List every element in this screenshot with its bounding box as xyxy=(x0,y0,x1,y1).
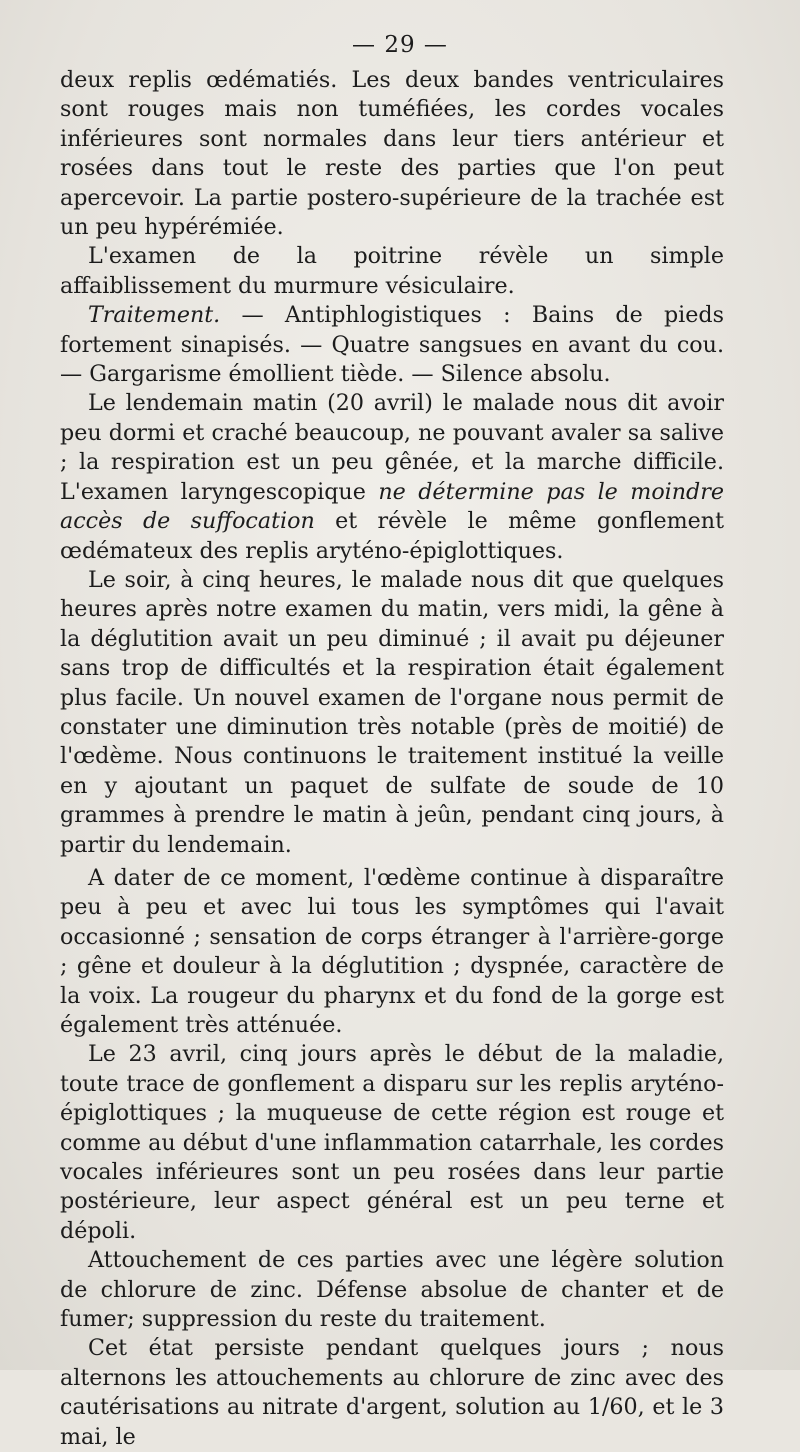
paragraph-9: Cet état persiste pendant quelques jours ; nous alternons les attouchements au chlorure de zinc avec des cautérisations au nitrate d'argent, solution au 1/60, et le 3 mai, le xyxy=(60,1335,724,1450)
paragraph-4 xyxy=(60,389,724,565)
paragraph-1: deux replis œdématiés. Les deux bandes ventriculaires sont rouges mais non tuméfiées, les cordes vocales inférieures sont normales dans leur tiers antérieur et rosées dans tout le reste des parties que l'on peut apercevoir. La partie postero-supérieure de la trachée est un peu hypérémiée. xyxy=(60,67,724,241)
paragraph-4-italic: ne détermine pas le moindre accès de suffocation xyxy=(60,478,724,535)
paragraph-7: Le 23 avril, cinq jours après le début de la maladie, toute trace de gonflement a disparu sur les replis aryténo-épiglottiques ; la muqueuse de cette région est rouge et comme au début d'une inflammation catarrhale, les cordes vocales inférieures sont un peu rosées dans leur partie postérieure, leur aspect général est un peu terne et dépoli. xyxy=(60,1041,724,1244)
paragraph-6: A dater de ce moment, l'œdème continue à disparaître peu à peu et avec lui tous les symptômes qui l'avait occasionné ; sensation de corps étranger à l'arrière-gorge ; gêne et douleur à la déglutition ; dyspnée, caractère de la voix. La rougeur du pharynx et du fond de la gorge est également très atténuée. xyxy=(60,864,724,1038)
paragraph-4-text-a: Le lendemain matin (20 avril) le malade nous dit avoir peu dormi et craché beaucoup, ne pouvant avaler sa salive ; la respiration est un peu gênée, et la marche difficile. L'examen laryngescopique xyxy=(60,390,724,505)
paragraph-8: Attouchement de ces parties avec une légère solution de chlorure de zinc. Défense absolue de chanter et de fumer; suppression du reste du traitement. xyxy=(60,1247,724,1333)
body-text xyxy=(60,66,724,1452)
treatment-text: — Antiphlogistiques : Bains de pieds fortement sinapisés. — Quatre sangsues en avant du cou. — Gargarisme émollient tiède. — Silence absolu. xyxy=(60,302,724,388)
paragraph-2: L'examen de la poitrine révèle un simple affaiblissement du murmure vésiculaire. xyxy=(60,243,724,299)
paragraph-5: Le soir, à cinq heures, le malade nous dit que quelques heures après notre examen du matin, vers midi, la gêne à la déglutition avait un peu diminué ; il avait pu déjeuner sans trop de difficultés et la respiration était également plus facile. Un nouvel examen de l'organe nous permit de constater une diminution très notable (près de moitié) de l'œdème. Nous continuons le traitement institué la veille en y ajoutant un paquet de sulfate de soude de 10 grammes à prendre le matin à jeûn, pendant cinq jours, à partir du lendemain. xyxy=(60,566,724,858)
treatment-heading: Traitement. xyxy=(88,302,221,329)
paragraph-4-text-b: et révèle le même gonflement œdémateux des replis aryténo-épiglottiques. xyxy=(60,508,724,564)
paragraph-3 xyxy=(60,301,724,389)
page-number: — 29 — xyxy=(352,32,448,58)
